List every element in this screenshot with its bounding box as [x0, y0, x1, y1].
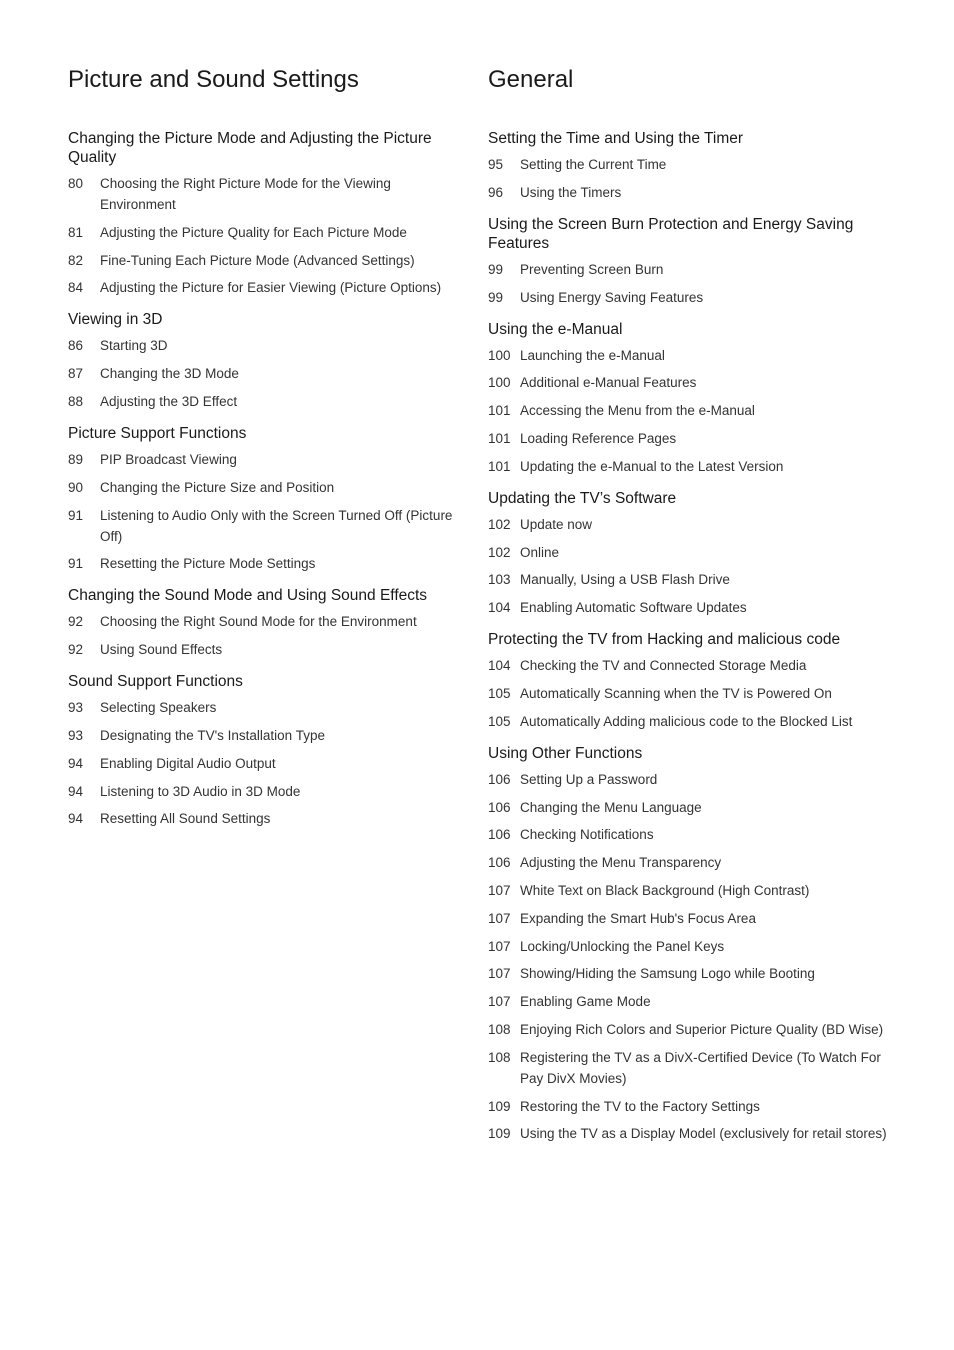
toc-entry[interactable]: [488, 542, 888, 563]
toc-entry[interactable]: [68, 697, 468, 718]
page-number: 101: [488, 458, 511, 474]
entry-title: Loading Reference Pages: [520, 430, 677, 446]
toc-entry[interactable]: [488, 991, 888, 1012]
toc-entry[interactable]: [488, 287, 888, 308]
page-number: 81: [68, 224, 84, 240]
entry-title: Locking/Unlocking the Panel Keys: [520, 938, 725, 954]
entry-title: Update now: [520, 516, 593, 532]
toc-entry[interactable]: [68, 173, 468, 215]
page-number: 107: [488, 994, 511, 1010]
page-number: 82: [68, 252, 84, 268]
page-number: 100: [488, 347, 511, 363]
entry-title: White Text on Black Background (High Contrast): [520, 882, 810, 898]
toc-entry[interactable]: [488, 1019, 888, 1040]
page-number: 107: [488, 966, 511, 982]
section-title: Setting the Time and Using the Timer: [488, 130, 744, 147]
page-number: 100: [488, 375, 511, 391]
page-number: 99: [488, 289, 504, 305]
page-number: 93: [68, 727, 84, 743]
page-number: 105: [488, 713, 511, 729]
entry-title: Choosing the Right Picture Mode for the Viewing Environment: [100, 176, 391, 212]
entry-title: Using Energy Saving Features: [520, 289, 704, 305]
page-number: 96: [488, 184, 504, 200]
toc-section: [488, 215, 888, 308]
page-number: 99: [488, 261, 504, 277]
page-number: 92: [68, 642, 84, 658]
entry-title: Automatically Scanning when the TV is Powered On: [520, 685, 832, 701]
page-number: 92: [68, 614, 84, 630]
toc-section: [68, 310, 468, 412]
entry-title: Using the Timers: [520, 184, 622, 200]
page-number: 103: [488, 572, 511, 588]
entry-title: Designating the TV's Installation Type: [100, 727, 325, 743]
page-number: 101: [488, 430, 511, 446]
section-title: Viewing in 3D: [68, 311, 163, 329]
toc-entry[interactable]: [488, 1123, 888, 1144]
page-number: 93: [68, 700, 84, 716]
page-number: 104: [488, 600, 511, 616]
entry-title: Enabling Automatic Software Updates: [520, 600, 747, 616]
page-number: 88: [68, 393, 84, 409]
page-number: 106: [488, 827, 511, 843]
section-title: Using the e-Manual: [488, 320, 623, 338]
page-number: 80: [68, 176, 84, 191]
page-number: 95: [488, 157, 504, 172]
page-number: 91: [68, 507, 84, 523]
toc-entry[interactable]: [488, 428, 888, 449]
section-title: Protecting the TV from Hacking and malicious code: [488, 631, 841, 649]
page-number: 94: [68, 755, 84, 771]
entry-title: Starting 3D: [100, 338, 168, 354]
toc-entry[interactable]: [488, 456, 888, 477]
entry-title: Adjusting the Picture Quality for Each Picture Mode: [100, 224, 407, 240]
toc-section: [488, 320, 888, 477]
entry-title: Enabling Digital Audio Output: [100, 755, 276, 771]
page-number: 94: [68, 783, 84, 799]
entry-title: Expanding the Smart Hub's Focus Area: [520, 910, 756, 926]
toc-section: [488, 489, 888, 618]
entry-title: Listening to Audio Only with the Screen Turned Off (Picture Off): [100, 507, 453, 544]
entry-title: Adjusting the 3D Effect: [100, 393, 238, 409]
entry-title: Using the TV as a Display Model (exclusively for retail stores): [520, 1126, 887, 1142]
toc-section: [68, 424, 468, 574]
toc-entry[interactable]: [68, 363, 468, 384]
page-number: 91: [68, 556, 84, 572]
toc-entry[interactable]: [488, 400, 888, 421]
page-number: 108: [488, 1021, 511, 1037]
column-heading: General: [488, 66, 574, 93]
section-title: Updating the TV’s Software: [488, 489, 677, 507]
toc-entry[interactable]: [68, 639, 468, 660]
page-number: 84: [68, 280, 84, 296]
page-number: 106: [488, 799, 511, 815]
entry-title: Enjoying Rich Colors and Superior Picture Quality (BD Wise): [520, 1021, 884, 1037]
entry-title: Checking the TV and Connected Storage Media: [520, 658, 807, 674]
toc-entry[interactable]: [488, 569, 888, 590]
page-number: 87: [68, 366, 84, 382]
toc-column-left: [68, 64, 468, 841]
page-number: 109: [488, 1098, 511, 1114]
toc-section: [488, 129, 888, 203]
page-number: 86: [68, 338, 84, 354]
toc-entry[interactable]: [488, 514, 888, 535]
page-number: 102: [488, 516, 511, 532]
toc-entry[interactable]: [68, 449, 468, 470]
entry-title: Adjusting the Picture for Easier Viewing (Picture Options): [100, 280, 442, 296]
entry-title: Automatically Adding malicious code to the Blocked List: [520, 713, 853, 729]
entry-title: Using Sound Effects: [100, 642, 223, 658]
entry-title: Registering the TV as a DivX-Certified Device (To Watch For Pay DivX Movies): [520, 1049, 881, 1086]
page-number: 105: [488, 685, 511, 701]
page-number: 102: [488, 544, 511, 560]
toc-entry[interactable]: [68, 391, 468, 412]
toc-entry[interactable]: [68, 335, 468, 356]
toc-entry[interactable]: [68, 753, 468, 774]
entry-title: Choosing the Right Sound Mode for the Environment: [100, 614, 417, 630]
toc-entry[interactable]: [68, 250, 468, 271]
toc-section: [68, 672, 468, 829]
entry-title: Changing the 3D Mode: [100, 366, 239, 382]
page-number: 94: [68, 811, 84, 827]
toc-section: [68, 586, 468, 660]
page-number: 104: [488, 658, 511, 674]
toc-entry[interactable]: [488, 1096, 888, 1117]
toc-entry[interactable]: [488, 372, 888, 393]
entry-title: Listening to 3D Audio in 3D Mode: [100, 783, 301, 799]
page-number: 107: [488, 882, 511, 898]
toc-section: [488, 630, 888, 732]
toc-entry[interactable]: [488, 683, 888, 704]
toc-entry[interactable]: [488, 880, 888, 901]
entry-title: Adjusting the Menu Transparency: [520, 855, 722, 871]
section-title: Using the Screen Burn Protection and Energy Saving Features: [488, 215, 854, 252]
toc-entry[interactable]: [488, 1047, 888, 1089]
entry-title: Restoring the TV to the Factory Settings: [520, 1098, 760, 1114]
toc-entry[interactable]: [488, 852, 888, 873]
entry-title: Resetting All Sound Settings: [100, 811, 271, 827]
toc-entry[interactable]: [488, 597, 888, 618]
page-number: 101: [488, 403, 511, 419]
page-number: 107: [488, 938, 511, 954]
toc-entry[interactable]: [488, 769, 888, 790]
toc-entry[interactable]: [68, 611, 468, 632]
toc-entry[interactable]: [68, 277, 468, 298]
entry-title: Updating the e-Manual to the Latest Version: [520, 458, 784, 474]
page-number: 106: [488, 855, 511, 871]
section-title: Changing the Picture Mode and Adjusting the Picture Quality: [68, 130, 432, 166]
toc-section: [68, 129, 468, 298]
toc-entry[interactable]: [488, 936, 888, 957]
entry-title: Showing/Hiding the Samsung Logo while Booting: [520, 966, 815, 982]
section-title: Changing the Sound Mode and Using Sound Effects: [68, 587, 428, 605]
toc-entry[interactable]: [488, 182, 888, 203]
entry-title: Manually, Using a USB Flash Drive: [520, 572, 730, 588]
toc-entry[interactable]: [488, 655, 888, 676]
toc-entry[interactable]: [488, 963, 888, 984]
entry-title: Online: [520, 544, 560, 560]
toc-entry[interactable]: [68, 808, 468, 829]
toc-section: [488, 744, 888, 1145]
entry-title: Accessing the Menu from the e-Manual: [520, 403, 755, 419]
entry-title: Enabling Game Mode: [520, 994, 651, 1010]
entry-title: Setting the Current Time: [520, 157, 667, 172]
toc-entry[interactable]: [488, 797, 888, 818]
column-heading: Picture and Sound Settings: [68, 66, 359, 93]
entry-title: Fine-Tuning Each Picture Mode (Advanced Settings): [100, 252, 415, 268]
toc-entry[interactable]: [488, 908, 888, 929]
toc-entry[interactable]: [488, 711, 888, 732]
toc-entry[interactable]: [488, 345, 888, 366]
entry-title: Setting Up a Password: [520, 771, 658, 787]
section-title: Picture Support Functions: [68, 424, 247, 442]
page-number: 109: [488, 1126, 511, 1142]
toc-entry[interactable]: [68, 477, 468, 498]
entry-title: Changing the Picture Size and Position: [100, 479, 335, 495]
toc-entry[interactable]: [68, 505, 468, 547]
page-number: 90: [68, 479, 84, 495]
toc-entry[interactable]: [68, 222, 468, 243]
section-title: Sound Support Functions: [68, 673, 243, 691]
entry-title: Checking Notifications: [520, 827, 654, 843]
toc-entry[interactable]: [488, 824, 888, 845]
page-number: 89: [68, 451, 84, 467]
toc-entry[interactable]: [68, 553, 468, 574]
section-title: Using Other Functions: [488, 744, 643, 762]
entry-title: Preventing Screen Burn: [520, 261, 664, 277]
page-number: 106: [488, 771, 511, 787]
entry-title: Changing the Menu Language: [520, 799, 702, 815]
entry-title: Resetting the Picture Mode Settings: [100, 556, 316, 572]
entry-title: Launching the e-Manual: [520, 347, 665, 363]
entry-title: PIP Broadcast Viewing: [100, 451, 237, 467]
entry-title: Selecting Speakers: [100, 700, 217, 716]
entry-title: Additional e-Manual Features: [520, 375, 697, 391]
toc-entry[interactable]: [488, 154, 888, 175]
toc-column-right: [488, 64, 888, 1156]
toc-entry[interactable]: [68, 781, 468, 802]
page-number: 108: [488, 1049, 511, 1065]
page-number: 107: [488, 910, 511, 926]
toc-entry[interactable]: [68, 725, 468, 746]
toc-entry[interactable]: [488, 259, 888, 280]
